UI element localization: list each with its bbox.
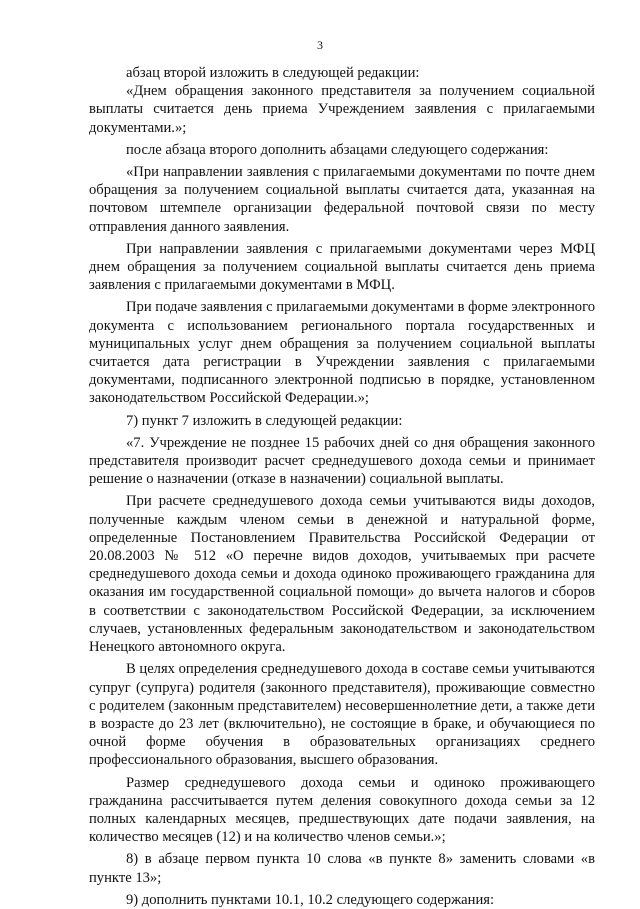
paragraph: При подаче заявления с прилагаемыми документами в форме электронного документа с использованием регионального портала государственных и муниципальных услуг днем обращения за получением социальной выплаты считается дата регистрации в Учреждении заявления с прилагаемыми документами, подписанного электронной подписью в порядке, установленном законодательством Российской Федерации.»; (89, 299, 595, 407)
paragraph: При расчете среднедушевого дохода семьи учитываются виды доходов, полученные каждым членом семьи в денежной и натуральной форме, определенные Постановлением Правительства Российской Федерации от 20.08.2003 № 512 «О перечне видов доходов, учитываемых при расчете среднедушевого дохода семьи и дохода одиноко проживающего гражданина для оказания им государственной социальной помощи» до вычета налогов и сборов в соответствии с законодательством Российской Федерации, за исключением случаев, установленных федеральным законодательством и законодательством Ненецкого автономного округа. (89, 493, 595, 656)
paragraph: «Днем обращения законного представителя за получением социальной выплаты считается день приема Учреждением заявления с прилагаемыми документами.»; (89, 83, 595, 136)
paragraph: «При направлении заявления с прилагаемыми документами по почте днем обращения за получением социальной выплаты считается дата, указанная на почтовом штемпеле организации федеральной почтовой связи по месту отправления данного заявления. (89, 164, 595, 235)
paragraph: 9) дополнить пунктами 10.1, 10.2 следующего содержания: (126, 891, 495, 908)
paragraph: 8) в абзаце первом пункта 10 слова «в пункте 8» заменить словами «в пункте 13»; (89, 851, 595, 886)
paragraph: Размер среднедушевого дохода семьи и одиноко проживающего гражданина рассчитывается путем деления совокупного дохода семьи за 12 полных календарных месяцев, предшествующих дате подачи заявления, на количество месяцев (12) и на количество членов семьи.»; (89, 774, 595, 846)
paragraph: В целях определения среднедушевого дохода в составе семьи учитываются супруг (супруга) родителя (законного представителя), проживающие совместно с родителем (законным представителем) несовершеннолетние дети, а также дети в возрасте до 23 лет (включительно), не состоящие в браке, и обучающиеся по очной форме обучения в образовательных организациях среднего профессионального образования, высшего образования. (89, 661, 596, 769)
page-number: 3 (317, 38, 323, 52)
paragraph: «7. Учреждение не позднее 15 рабочих дней со дня обращения законного представителя производит расчет среднедушевого дохода семьи и принимает решение о назначении (отказе в назначении) социальной выплаты. (89, 434, 595, 488)
paragraph: 7) пункт 7 изложить в следующей редакции: (126, 412, 403, 429)
document-body (89, 64, 595, 909)
paragraph: после абзаца второго дополнить абзацами следующего содержания: (126, 141, 549, 158)
paragraph: При направлении заявления с прилагаемыми документами через МФЦ днем обращения за получением социальной выплаты считается день приема заявления с прилагаемыми документами в МФЦ. (89, 240, 595, 294)
paragraph: абзац второй изложить в следующей редакции: (126, 65, 420, 81)
